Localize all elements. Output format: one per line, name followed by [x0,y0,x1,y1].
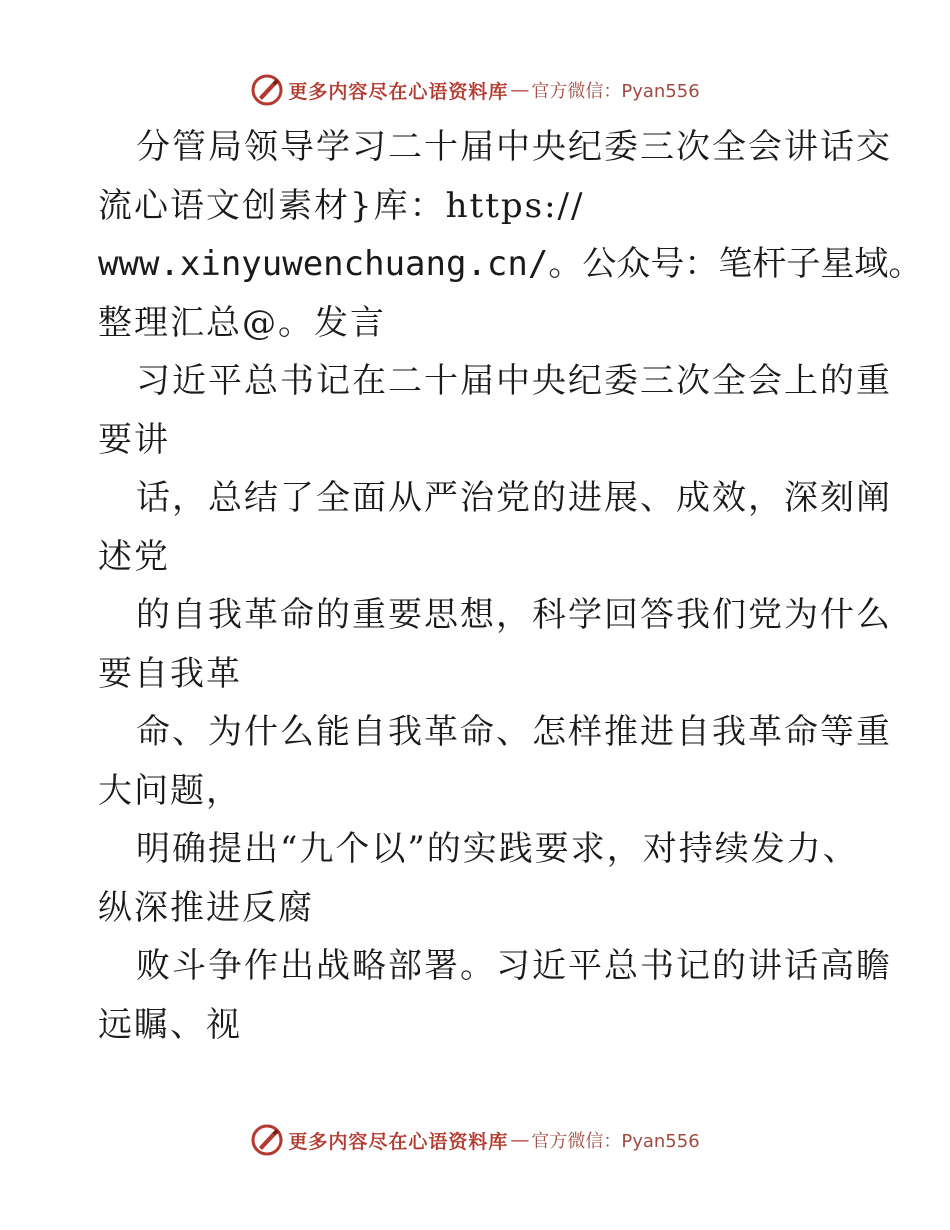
text-line: 败斗争作出战略部署。习近平总书记的讲话高瞻 [136,946,892,986]
text-line: 话，总结了全面从严治党的进展、成效，深刻阐 [136,478,892,518]
text-line: 流心语文创素材}库：https:// [98,185,585,226]
text-line: 大问题， [98,770,242,811]
text-line: 纵深推进反腐 [98,887,314,928]
banner-contact: 官方微信：Pyan556 [531,81,700,102]
banner-separator: — [510,1129,530,1151]
text-line: 远瞩、视 [98,1004,242,1045]
text-line: 要讲 [98,419,170,460]
pen-logo-icon [250,73,284,107]
text-line: 明确提出“九个以”的实践要求，对持续发力、 [136,829,859,869]
banner-main-text: 更多内容尽在心语资料库 [288,80,509,103]
document-body [98,118,923,1054]
pen-logo-icon [250,1123,284,1157]
footer-watermark-banner [0,1120,950,1160]
banner-separator: — [510,79,530,101]
text-line: 的自我革命的重要思想，科学回答我们党为什么 [136,595,892,635]
text-line: 述党 [98,536,170,577]
header-watermark-banner [0,70,950,110]
text-line-url: www.xinyuwenchuang.cn/。公众号：笔杆子星域。 [98,244,923,284]
banner-main-text: 更多内容尽在心语资料库 [288,1130,509,1153]
text-line: 要自我革 [98,653,242,694]
text-line: 命、为什么能自我革命、怎样推进自我革命等重 [136,712,892,752]
text-line: 整理汇总@。发言 [98,302,386,343]
banner-contact: 官方微信：Pyan556 [531,1131,700,1152]
text-line: 分管局领导学习二十届中央纪委三次全会讲话交 [136,127,892,167]
text-line: 习近平总书记在二十届中央纪委三次全会上的重 [136,361,892,401]
